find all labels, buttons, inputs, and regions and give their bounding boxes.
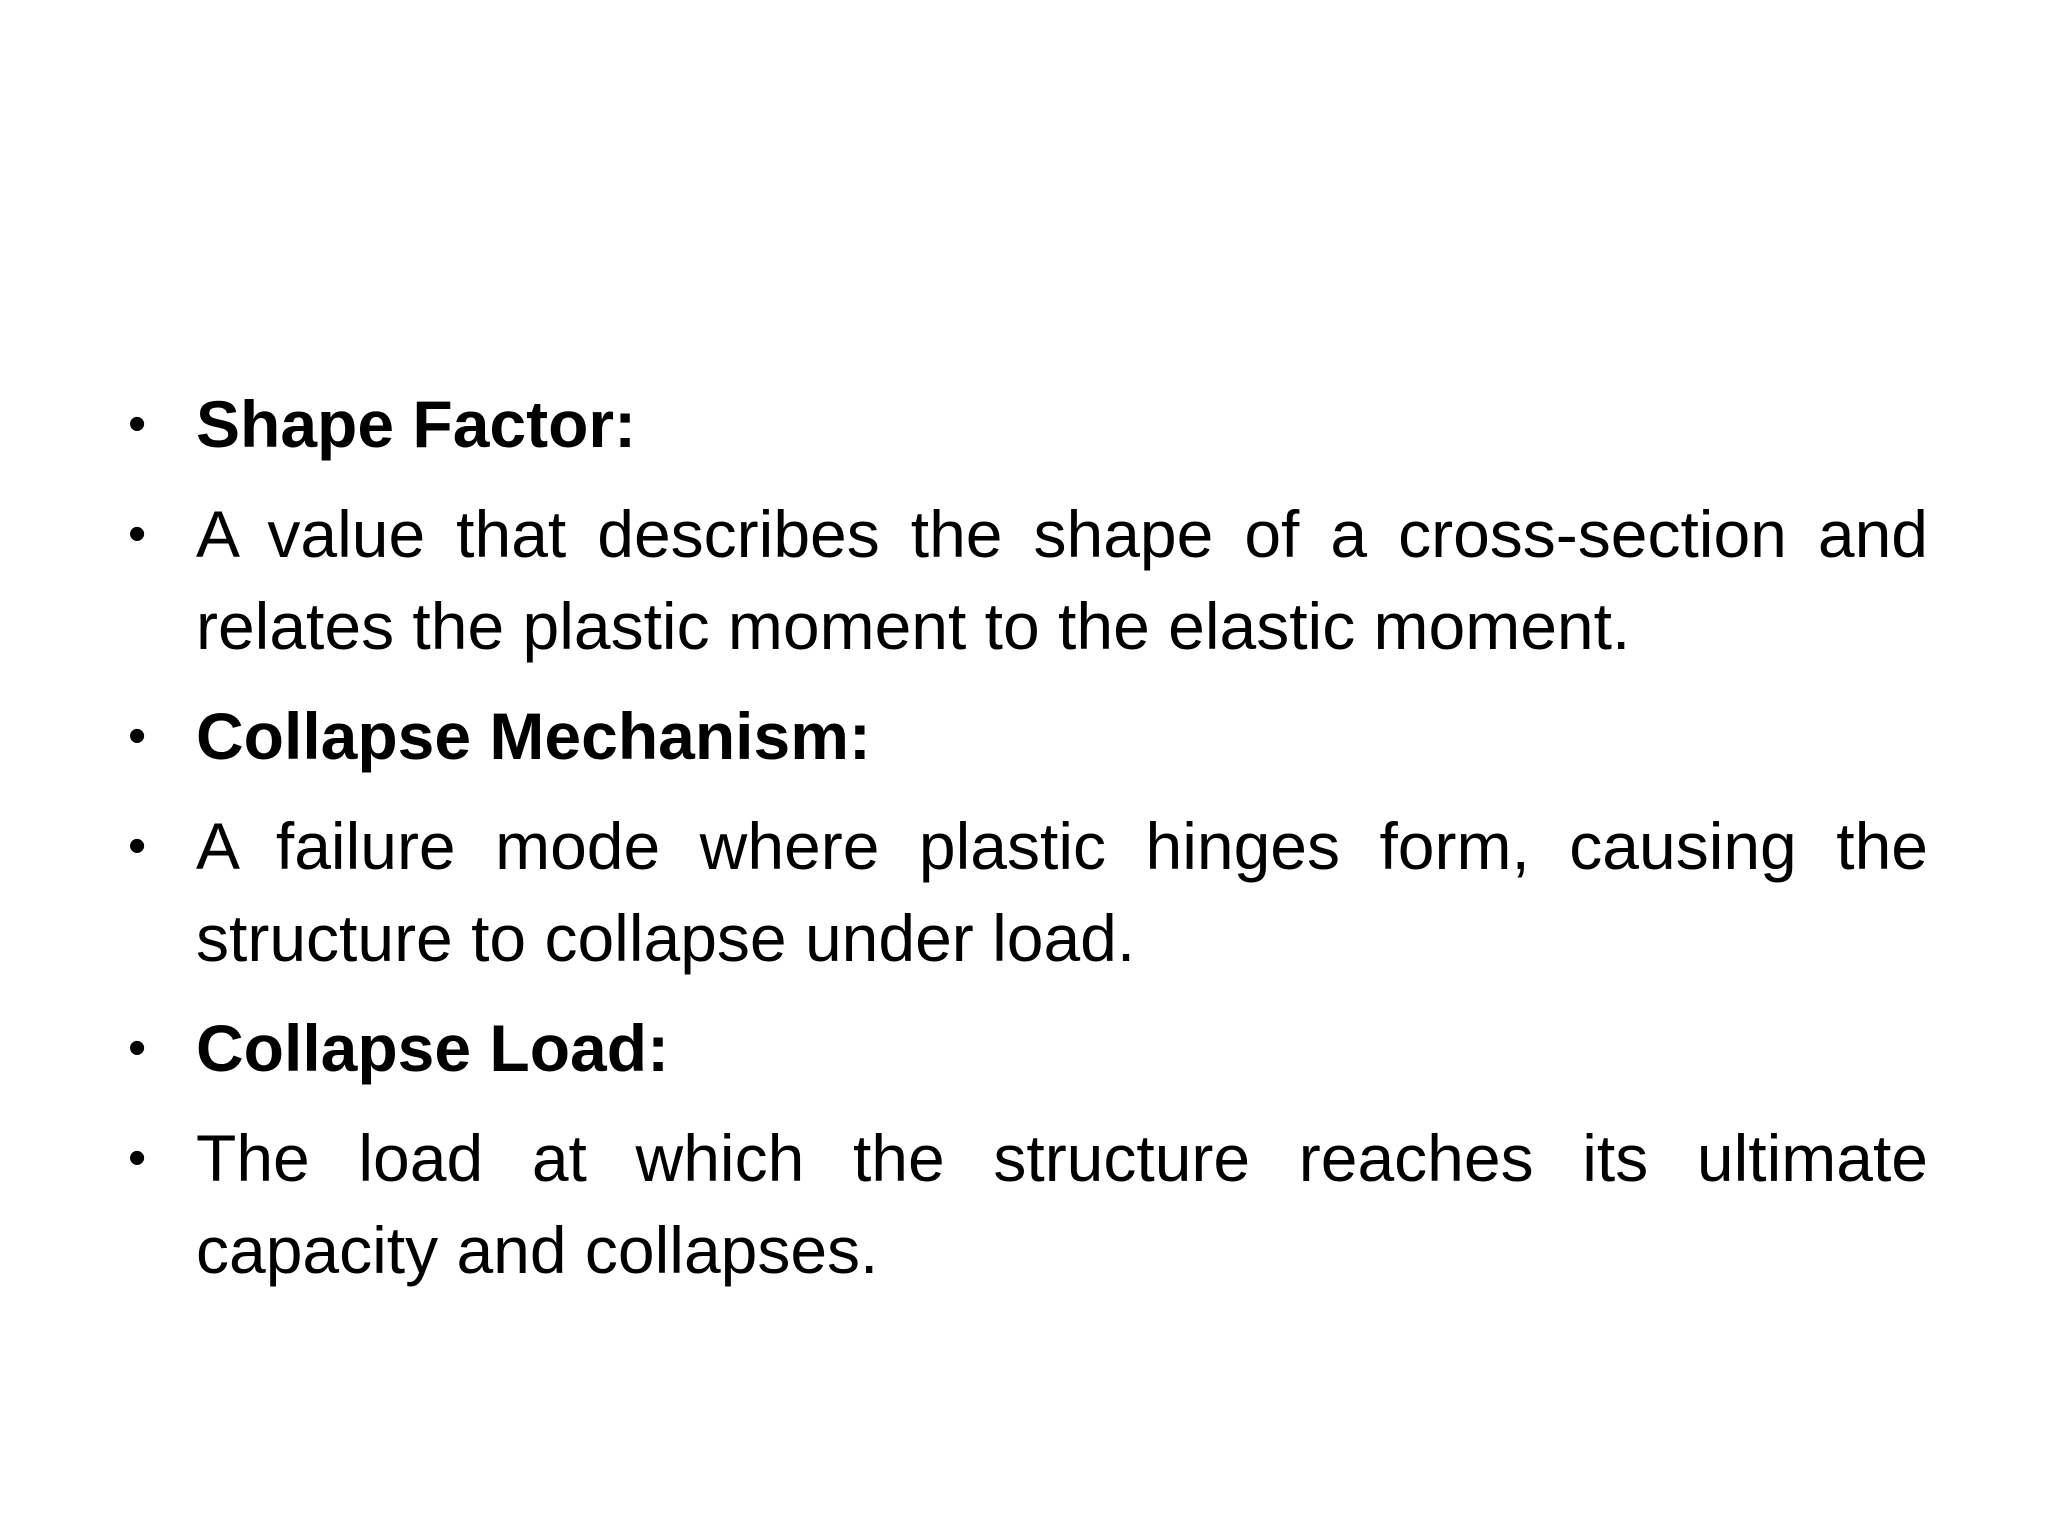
- bullet-text: A failure mode where plastic hinges form, causing the structure to collapse under load.: [196, 809, 1928, 975]
- bullet-item-collapse-load-definition: [128, 1112, 1928, 1296]
- bullet-icon: •: [128, 1129, 147, 1187]
- bullet-text: Collapse Load:: [196, 1011, 670, 1085]
- bullet-item-collapse-mechanism-definition: [128, 800, 1928, 984]
- bullet-item-collapse-load-heading: [128, 1002, 1928, 1094]
- bullet-item-shape-factor-heading: [128, 378, 1928, 470]
- bullet-icon: •: [128, 505, 147, 563]
- bullet-text: Shape Factor:: [196, 387, 637, 461]
- bullet-icon: •: [128, 1019, 147, 1077]
- bullet-text: A value that describes the shape of a cross-section and relates the plastic moment to the elastic moment.: [196, 497, 1928, 663]
- bullet-item-collapse-mechanism-heading: [128, 690, 1928, 782]
- bullet-text: The load at which the structure reaches its ultimate capacity and collapses.: [196, 1121, 1928, 1287]
- bullet-icon: •: [128, 817, 147, 875]
- bullet-text: Collapse Mechanism:: [196, 699, 871, 773]
- bullet-icon: •: [128, 707, 147, 765]
- bullet-list: [128, 378, 1928, 1314]
- bullet-icon: •: [128, 395, 147, 453]
- bullet-item-shape-factor-definition: [128, 488, 1928, 672]
